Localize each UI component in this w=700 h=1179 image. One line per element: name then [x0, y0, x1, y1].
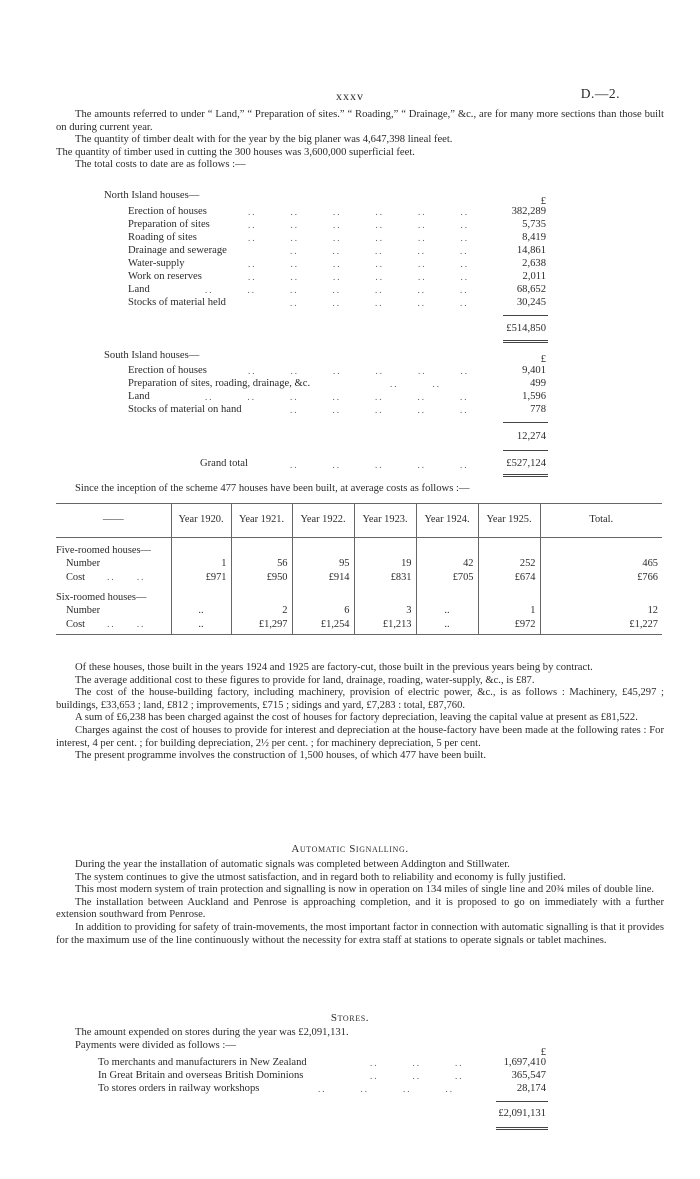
factory-section	[56, 662, 664, 763]
total-double-rule	[503, 340, 548, 343]
intro-section	[56, 109, 664, 172]
leader-dots: .. .. .. .. .. ..	[248, 207, 469, 217]
column-header: Year 1924.	[416, 503, 478, 538]
table-cell: 42	[416, 558, 478, 571]
table-cell: 6	[292, 605, 354, 618]
column-header: Year 1921.	[231, 503, 292, 538]
column-header: Year 1923.	[354, 503, 416, 538]
column-header: Total.	[540, 503, 662, 538]
leader-dots: .. .. .. .. ..	[290, 405, 469, 415]
table-row	[56, 605, 662, 618]
body-paragraph: The average additional cost to these figures to provide for land, drainage, roading, water-supply, &c., is £87.	[75, 674, 535, 686]
table-cell: 3	[354, 605, 416, 618]
sum-rule	[503, 422, 548, 423]
table-cell: £1,227	[540, 618, 662, 635]
north-island-heading: North Island houses—	[104, 190, 200, 201]
table-cell: 12	[540, 605, 662, 618]
sum-rule	[503, 315, 548, 316]
body-paragraph: Of these houses, those built in the years 1924 and 1925 are factory-cut, those built in the previous years being by contract.	[75, 662, 593, 673]
total-double-rule	[496, 1127, 548, 1130]
average-intro	[56, 483, 664, 496]
table-cell: £705	[416, 571, 478, 585]
table-row	[56, 558, 662, 571]
group-heading: Five-roomed houses—	[56, 545, 151, 557]
body-paragraph: A sum of £6,238 has been charged against the cost of houses for factory depreciation, leaving the capital value at present as £81,522.	[75, 712, 638, 724]
grand-total-value: £527,124	[506, 458, 546, 469]
body-paragraph: In addition to providing for safety of train-movements, the most important factor in connection with automatic signalling is that it provides for the maximum use of the line continuously without the necessity for extra staff at stations to operate signals or tablet machines.	[56, 921, 664, 946]
group-heading: Six-roomed houses—	[56, 592, 147, 603]
table-header-row	[56, 503, 662, 538]
body-paragraph: The present programme involves the construction of 1,500 houses, of which 477 have been built.	[75, 750, 486, 762]
row-label	[56, 571, 171, 585]
leader-dots: .. ..	[107, 618, 146, 629]
sum-rule	[503, 450, 548, 451]
column-header: Year 1920.	[171, 503, 231, 538]
cost-item-label: Stocks of material held	[128, 297, 226, 308]
column-header: Year 1922.	[292, 503, 354, 538]
table-cell: £1,297	[231, 618, 292, 635]
table-row	[56, 618, 662, 635]
leader-dots: .. .. .. .. .. ..	[248, 233, 469, 243]
signalling-section	[56, 859, 664, 947]
cost-item-label: Work on reserves	[128, 271, 202, 282]
currency-symbol: £	[540, 1047, 546, 1058]
page-numeral: xxxv	[336, 89, 364, 103]
row-label-text: Cost	[66, 572, 86, 583]
row-label: Number	[66, 558, 101, 570]
table-cell: £914	[292, 571, 354, 585]
table-cell: 95	[292, 558, 354, 571]
cost-item-value: 9,401	[522, 365, 546, 376]
leader-dots: .. .. .. .. ..	[290, 298, 469, 308]
grand-total-label: Grand total	[200, 458, 248, 469]
total-double-rule	[503, 474, 548, 477]
table-cell: 2	[231, 605, 292, 618]
leader-dots: .. ..	[107, 572, 146, 582]
cost-item-label: Land	[128, 391, 150, 402]
body-paragraph: The cost of the house-building factory, including machinery, provision of electric power, &c., is as follows : Machinery, £45,297 ; buildings, £33,653 ; land, £812 ; improvements, £715 ; sidings and yard, £7,283 : total, £87,760.	[56, 687, 664, 711]
store-payment-value: 1,697,410	[503, 1057, 546, 1068]
average-costs-table	[56, 503, 662, 635]
cost-item-label: Stocks of material on hand	[128, 404, 242, 415]
table-cell: 56	[231, 558, 292, 571]
leader-dots: .. .. .. .. .. ..	[248, 259, 469, 269]
currency-symbol: £	[540, 354, 546, 365]
leader-dots: .. .. .. ..	[318, 1084, 454, 1094]
table-cell: 465	[540, 558, 662, 571]
cost-item-label: Roading of sites	[128, 232, 197, 243]
cost-item-value: 499	[530, 378, 546, 389]
stores-payments-line: Payments were divided as follows :—	[75, 1040, 236, 1051]
table-cell: £950	[231, 571, 292, 585]
leader-dots: .. .. .. .. .. .. ..	[205, 285, 469, 295]
cost-item-value: 14,861	[516, 245, 546, 256]
cost-item-label: Drainage and sewerage	[128, 245, 227, 256]
cost-item-value: 5,735	[522, 219, 546, 230]
cost-item-label: Preparation of sites, roading, drainage, &c.	[128, 378, 311, 389]
leader-dots: .. .. .. .. ..	[290, 460, 469, 470]
leader-dots: .. .. ..	[370, 1058, 464, 1068]
document-reference: D.—2.	[580, 86, 620, 101]
sum-rule	[496, 1101, 548, 1102]
body-paragraph: During the year the installation of automatic signals was completed between Addington and Stillwater.	[75, 859, 510, 870]
leader-dots: .. .. .. .. .. .. ..	[205, 392, 469, 402]
table-cell: £831	[354, 571, 416, 585]
cost-item-value: 30,245	[516, 297, 546, 308]
cost-item-label: Preparation of sites	[128, 219, 210, 230]
body-paragraph: The installation between Auckland and Penrose is approaching completion, and it is proposed to go on immediately with a further extension southward from Penrose.	[56, 896, 664, 921]
leader-dots: .. ..	[390, 379, 441, 389]
cost-item-value: 778	[530, 404, 546, 415]
south-island-heading: South Island houses—	[104, 350, 200, 361]
intro-paragraph: The quantity of timber used in cutting the 300 houses was 3,600,000 superficial feet.	[56, 146, 415, 158]
cost-item-label: Water-supply	[128, 258, 185, 269]
stores-amount-line: The amount expended on stores during the year was £2,091,131.	[75, 1027, 349, 1038]
leader-dots: .. .. ..	[370, 1071, 464, 1081]
table-group-heading	[56, 545, 662, 558]
cost-item-label: Erection of houses	[128, 365, 207, 376]
table-cell: ..	[171, 605, 231, 618]
table-group-heading	[56, 592, 662, 605]
cost-item-value: 1,596	[522, 391, 546, 402]
average-intro-text: Since the inception of the scheme 477 houses have been built, at average costs as follows :—	[75, 483, 470, 494]
north-island-total: £514,850	[506, 323, 546, 334]
cost-item-value: 2,638	[522, 258, 546, 269]
body-paragraph: The system continues to give the utmost satisfaction, and in regard both to reliability and economy is fully justified.	[75, 871, 566, 883]
table-cell: £674	[478, 571, 540, 585]
cost-item-value: 8,419	[522, 232, 546, 243]
table-cell: £1,254	[292, 618, 354, 635]
table-row	[56, 571, 662, 585]
table-cell: ..	[171, 618, 231, 635]
row-label: Number	[66, 605, 101, 616]
leader-dots: .. .. .. .. .. ..	[248, 220, 469, 230]
column-header: ——	[56, 503, 171, 538]
cost-item-value: 2,011	[522, 271, 546, 282]
intro-paragraph: The quantity of timber dealt with for the year by the big planer was 4,647,398 lineal feet.	[75, 134, 453, 146]
body-paragraph: This most modern system of train protection and signalling is now in operation on 134 miles of single line and 20¾ miles of double line.	[75, 884, 655, 896]
store-payment-label: To merchants and manufacturers in New Zealand	[98, 1057, 307, 1068]
table-cell: £972	[478, 618, 540, 635]
table-cell: ..	[416, 605, 478, 618]
store-payment-value: 365,547	[511, 1070, 546, 1081]
store-payment-value: 28,174	[516, 1083, 546, 1094]
store-payment-label: To stores orders in railway workshops	[98, 1083, 260, 1094]
stores-total: £2,091,131	[498, 1108, 546, 1119]
table-cell: ..	[416, 618, 478, 635]
intro-paragraph: The amounts referred to under “ Land,” “ Preparation of sites.” “ Roading,” “ Drainage,” &c., are for many more sections than those built on during current year.	[56, 109, 664, 133]
stores-heading: Stores.	[330, 1012, 370, 1024]
store-payment-label: In Great Britain and overseas British Dominions	[98, 1070, 304, 1081]
cost-item-label: Erection of houses	[128, 206, 207, 217]
leader-dots: .. .. .. .. .. ..	[248, 366, 469, 376]
cost-item-label: Land	[128, 284, 150, 295]
cost-item-value: 382,289	[511, 206, 546, 217]
leader-dots: .. .. .. .. ..	[290, 246, 469, 256]
table-cell: 1	[171, 558, 231, 571]
column-header: Year 1925.	[478, 503, 540, 538]
currency-symbol: £	[540, 196, 546, 207]
signalling-heading: Automatic Signalling.	[291, 843, 409, 855]
row-label-text: Cost	[66, 618, 86, 630]
table-cell: £971	[171, 571, 231, 585]
leader-dots: .. .. .. .. .. ..	[248, 272, 469, 282]
table-cell: 252	[478, 558, 540, 571]
south-island-total: 12,274	[516, 431, 546, 442]
cost-item-value: 68,652	[516, 284, 546, 295]
table-cell: 1	[478, 605, 540, 618]
body-paragraph: Charges against the cost of houses to provide for interest and depreciation at the house-factory have been made at the following rates : For interest, 4 per cent. ; for building depreciation, 2½ per cent. ; for machinery depreciation, 5 per cent.	[56, 724, 664, 749]
intro-paragraph: The total costs to date are as follows :—	[75, 159, 246, 171]
table-cell: £1,213	[354, 618, 416, 635]
table-cell: £766	[540, 571, 662, 585]
table-cell: 19	[354, 558, 416, 571]
row-label	[56, 618, 171, 635]
